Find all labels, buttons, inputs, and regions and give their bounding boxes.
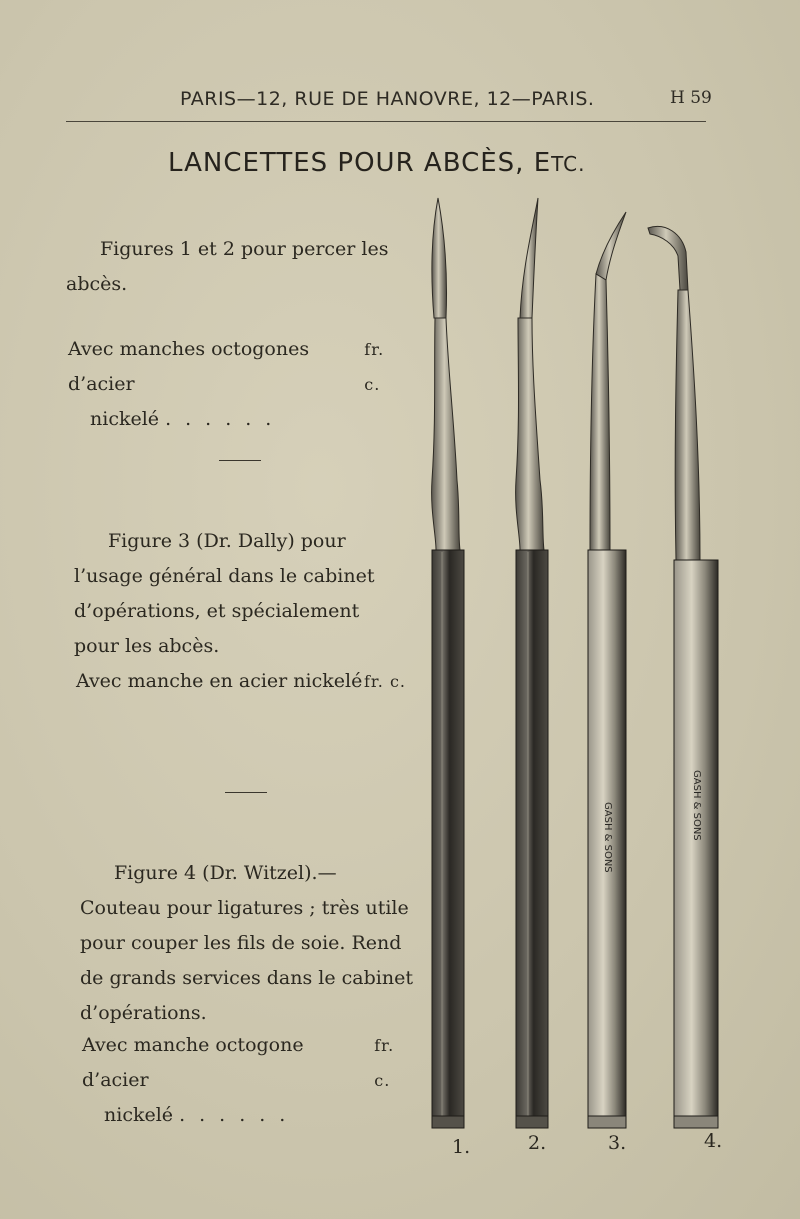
title-etc-initial: E (533, 148, 552, 178)
section-2-price-label: Avec manche en acier nickelé (76, 670, 363, 692)
section-3-price-unit: fr. c. (374, 1036, 395, 1090)
section-3-leader: ...... (179, 1104, 300, 1126)
section-1-leader: ...... (165, 408, 286, 430)
maker-mark-figure-3: GASH & SONS (602, 802, 613, 873)
lancet-figure-2 (516, 198, 548, 1128)
title-main: LANCETTES POUR ABCÈS, (168, 148, 525, 178)
section-divider-2 (225, 792, 267, 793)
section-1-price-label: Avec manches octogones d’acier (68, 338, 310, 395)
section-3-price (82, 1028, 416, 1133)
section-2-description: Figure 3 (Dr. Dally) pour l’usage général dans le cabinet d’opérations, et spécialement pour les abcès. (74, 530, 375, 657)
section-2-price-unit: fr. c. (363, 672, 406, 691)
section-1-price-unit: fr. c. (364, 340, 385, 394)
section-3-price-label: Avec manche octogone d’acier (82, 1034, 304, 1091)
section-3-price-label-2: nickelé (104, 1104, 174, 1126)
lancet-figure-4 (648, 226, 718, 1128)
figure-number-4: 4. (704, 1130, 723, 1152)
section-3-description: Figure 4 (Dr. Witzel).—Couteau pour ligatures ; très utile pour couper les fils de soie. Rend de grands services dans le cabinet d’opérations. (80, 862, 413, 1024)
section-1-price (68, 332, 404, 437)
lancet-figure-3 (588, 212, 626, 1128)
section-1-description: Figures 1 et 2 pour percer les abcès. (66, 238, 389, 295)
section-2-price (76, 664, 406, 699)
lancet-illustrations (410, 190, 740, 1170)
maker-mark-figure-4: GASH & SONS (691, 770, 702, 841)
figure-number-1: 1. (452, 1136, 471, 1158)
header-rule (66, 121, 706, 122)
title-etc-rest: TC. (551, 152, 586, 176)
page-title (168, 148, 586, 178)
running-head: PARIS—12, RUE DE HANOVRE, 12—PARIS. (180, 88, 595, 110)
figure-number-3: 3. (608, 1132, 627, 1154)
section-divider-1 (219, 460, 261, 461)
lancet-figure-1 (432, 198, 464, 1128)
page-number: H 59 (670, 88, 712, 108)
section-1-price-label-2: nickelé (90, 408, 160, 430)
figure-number-2: 2. (528, 1132, 547, 1154)
